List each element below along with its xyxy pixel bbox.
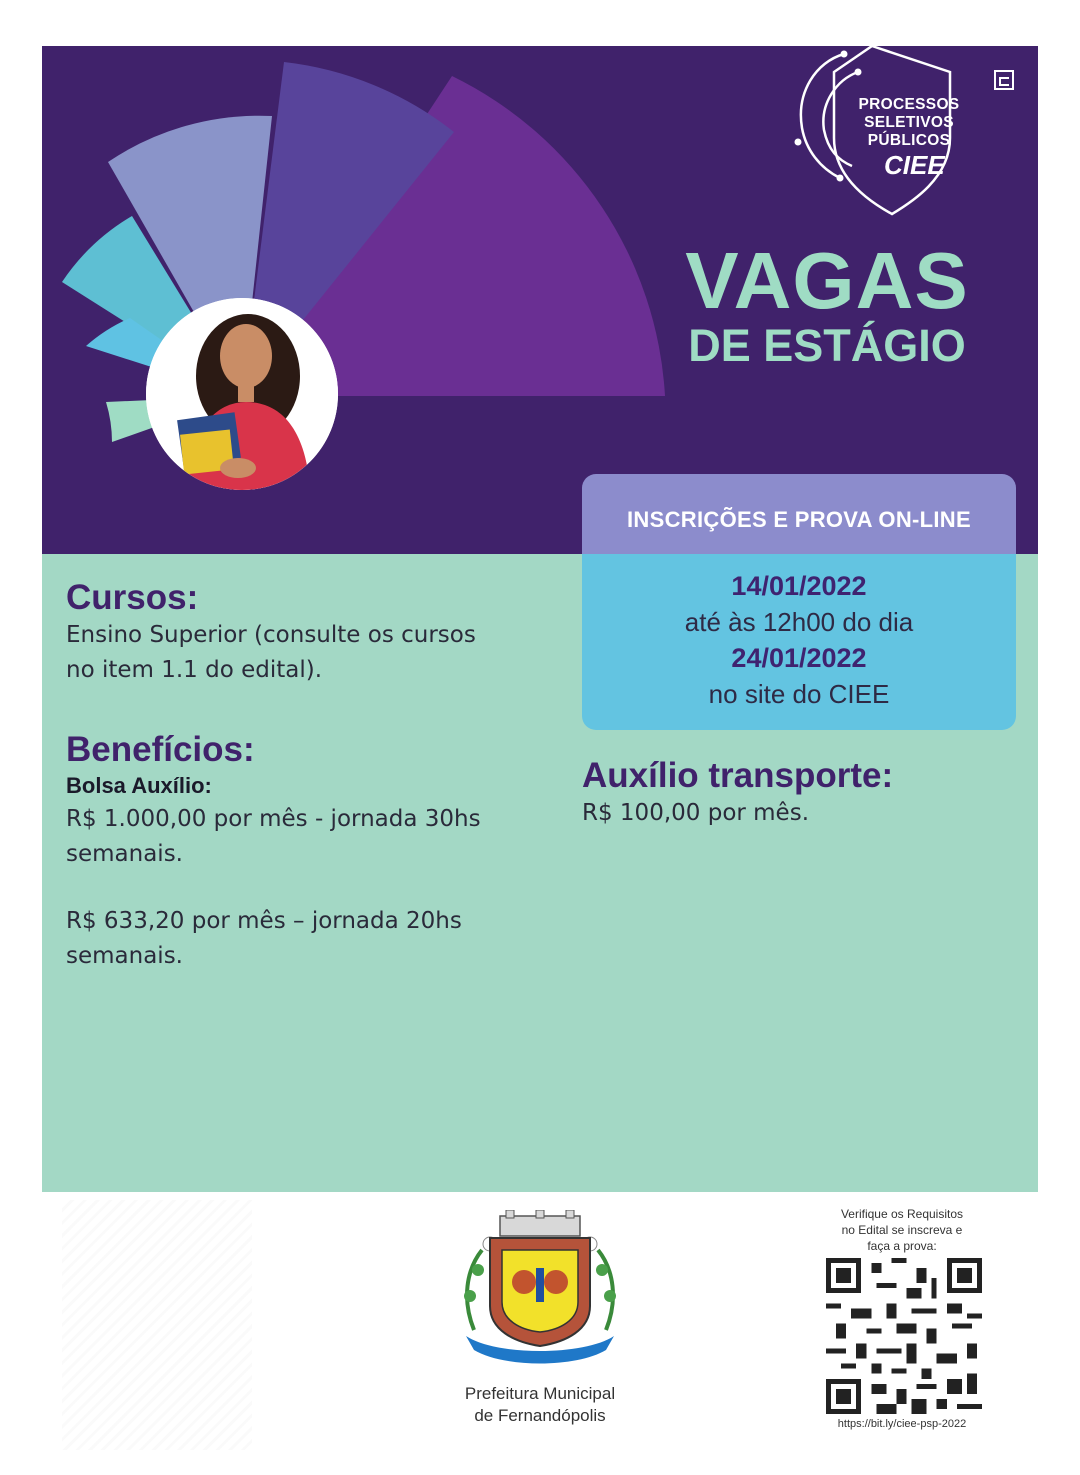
transporte-section	[582, 756, 1012, 831]
prefeitura-line: Prefeitura Municipal	[464, 1384, 616, 1403]
qr-caption-line: faça a prova:	[867, 1239, 937, 1253]
poster-overlay	[42, 46, 1038, 1192]
bolsa-label: Bolsa Auxílio:	[66, 773, 212, 798]
badge-line: SELETIVOS	[864, 114, 954, 131]
spacer	[66, 872, 546, 904]
qr-caption-line: no Edital se inscreva e	[841, 1223, 963, 1237]
badge-line: PÚBLICOS	[867, 132, 951, 149]
cursos-text: no item 1.1 do edital).	[66, 657, 323, 683]
prefeitura-name	[430, 1383, 650, 1427]
bolsa-option: R$ 1.000,00 por mês - jornada 30hs	[66, 806, 481, 832]
registration-where: no site do CIEE	[708, 679, 890, 709]
registration-start-date: 14/01/2022	[731, 571, 867, 601]
cursos-title: Cursos:	[66, 578, 199, 617]
registration-end-date: 24/01/2022	[731, 643, 867, 673]
beneficios-section	[66, 730, 546, 974]
page-title: VAGAS	[685, 236, 969, 325]
bolsa-option: R$ 633,20 por mês – jornada 20hs	[66, 908, 462, 934]
transporte-value: R$ 100,00 por mês.	[582, 800, 810, 826]
beneficios-title: Benefícios:	[66, 730, 255, 769]
transporte-title: Auxílio transporte:	[582, 756, 894, 795]
qr-caption	[812, 1206, 992, 1254]
cursos-section	[66, 578, 546, 688]
qr-caption-line: Verifique os Requisitos	[840, 1207, 964, 1221]
bolsa-option: semanais.	[66, 841, 183, 867]
qr-code[interactable]	[826, 1258, 982, 1414]
decorative-texture	[62, 1200, 252, 1450]
municipal-crest	[456, 1210, 624, 1378]
badge-line: PROCESSOS	[858, 96, 960, 113]
registration-details	[582, 554, 1016, 730]
prefeitura-line: de Fernandópolis	[474, 1406, 606, 1425]
bolsa-option: semanais.	[66, 943, 183, 969]
cursos-text: Ensino Superior (consulte os cursos	[66, 622, 476, 648]
registration-box	[582, 474, 1016, 730]
badge-brand: CIEE	[884, 150, 945, 180]
page-subtitle: DE ESTÁGIO	[688, 320, 966, 371]
qr-url[interactable]: https://bit.ly/ciee-psp-2022	[837, 1418, 967, 1430]
registration-heading: INSCRIÇÕES E PROVA ON-LINE	[582, 474, 1016, 554]
registration-until: até às 12h00 do dia	[684, 607, 914, 637]
